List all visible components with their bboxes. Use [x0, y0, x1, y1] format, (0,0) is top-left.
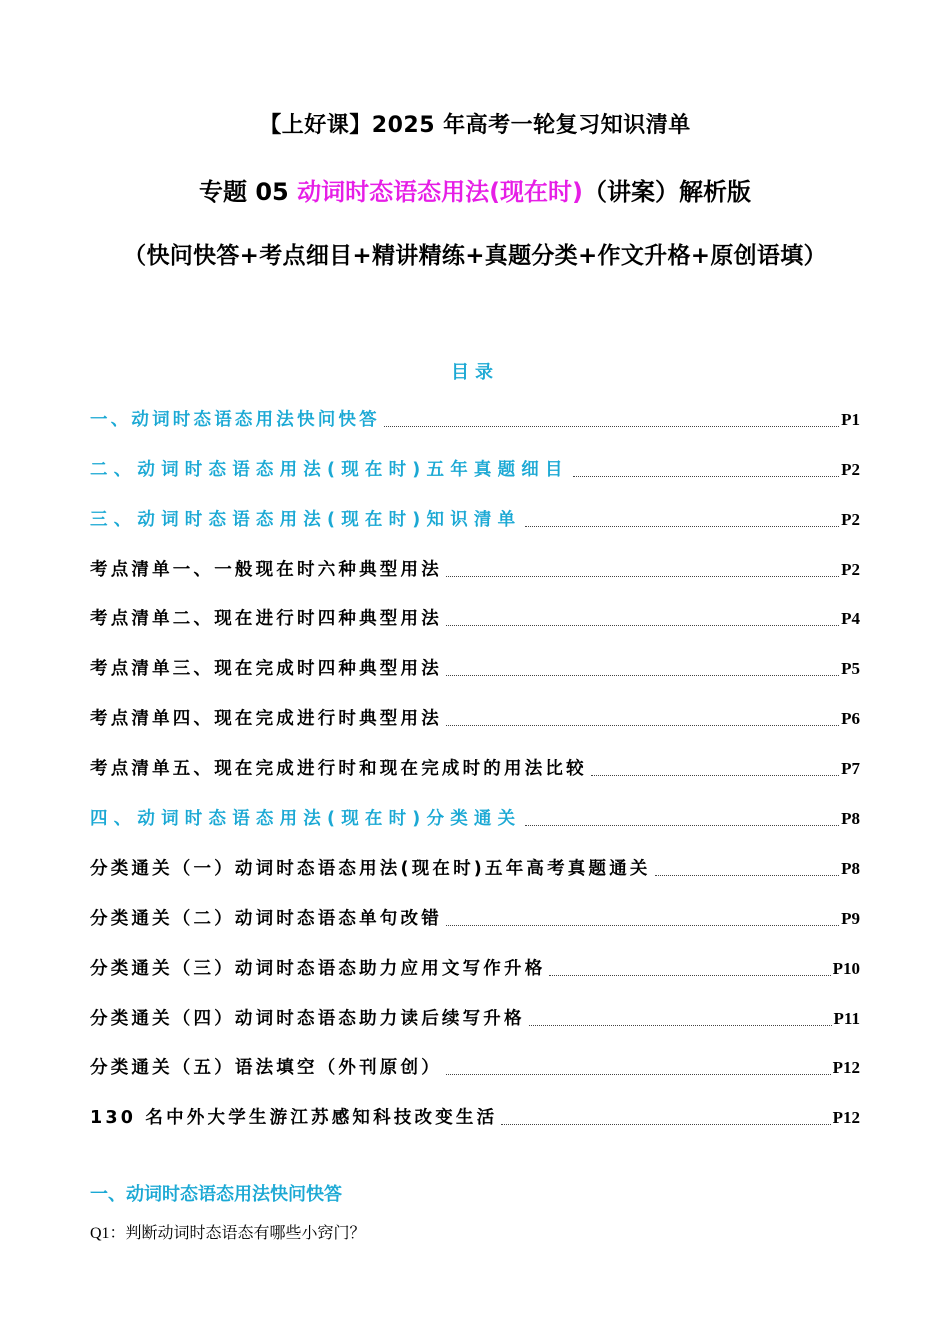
toc-entry-label: 考点清单三、现在完成时四种典型用法: [90, 659, 442, 680]
toc-entry[interactable]: [90, 554, 860, 604]
toc-dot-leader: [446, 624, 839, 626]
toc-dot-leader: [549, 974, 830, 976]
toc-dot-leader: [384, 425, 839, 427]
document-title-line3: （快问快答+考点细目+精讲精练+真题分类+作文升格+原创语填）: [123, 243, 827, 269]
toc-entry-label: 一、动词时态语态用法快问快答: [90, 409, 380, 430]
toc-entry[interactable]: [90, 903, 860, 953]
toc-entry-label: 考点清单五、现在完成进行时和现在完成时的用法比较: [90, 759, 587, 780]
toc-entry-label: 130 名中外大学生游江苏感知科技改变生活: [90, 1108, 498, 1129]
toc-entry-page: P4: [841, 609, 860, 629]
toc-dot-leader: [525, 525, 839, 527]
question-text: Q1：判断动词时态语态有哪些小窍门？: [90, 1225, 366, 1242]
toc-entry-page: P12: [832, 1108, 860, 1128]
toc-dot-leader: [446, 1073, 831, 1075]
toc-entry[interactable]: [90, 753, 860, 803]
toc-entry[interactable]: [90, 1003, 860, 1053]
toc-entry[interactable]: [90, 1053, 860, 1103]
toc-dot-leader: [446, 575, 839, 577]
document-title-line2: [0, 172, 950, 207]
toc-dot-leader: [591, 774, 839, 776]
title-suffix: （讲案）解析版: [583, 178, 752, 206]
toc-entry-label: 分类通关（五）语法填空（外刊原创）: [90, 1058, 442, 1079]
toc-entry-page: P7: [841, 759, 860, 779]
toc-dot-leader: [525, 824, 839, 826]
toc-entry-label: 分类通关（三）动词时态语态助力应用文写作升格: [90, 958, 546, 979]
toc-entry[interactable]: [90, 404, 860, 454]
toc-entry-page: P2: [841, 559, 860, 579]
table-of-contents: [90, 404, 860, 1152]
document-title-line1: 【上好课】2025 年高考一轮复习知识清单: [259, 113, 691, 138]
toc-heading: 目录: [451, 362, 499, 383]
toc-entry[interactable]: [90, 953, 860, 1003]
toc-dot-leader: [573, 475, 839, 477]
title-highlight: 动词时态语态用法(现在时): [297, 178, 584, 206]
toc-entry[interactable]: [90, 803, 860, 853]
toc-entry-page: P12: [832, 1058, 860, 1078]
toc-entry[interactable]: [90, 853, 860, 903]
toc-entry-label: 三、动词时态语态用法(现在时)知识清单: [90, 509, 522, 530]
toc-dot-leader: [501, 1123, 830, 1125]
toc-dot-leader: [446, 674, 839, 676]
toc-dot-leader: [529, 1024, 832, 1026]
toc-entry[interactable]: [90, 504, 860, 554]
toc-entry-label: 分类通关（一）动词时态语态用法(现在时)五年高考真题通关: [90, 858, 651, 879]
toc-dot-leader: [446, 924, 839, 926]
toc-entry-page: P6: [841, 709, 860, 729]
toc-entry-label: 考点清单四、现在完成进行时典型用法: [90, 709, 442, 730]
toc-entry-page: P2: [841, 509, 860, 529]
toc-entry-page: P9: [841, 908, 860, 928]
toc-entry-page: P11: [833, 1008, 860, 1028]
section-heading: 一、动词时态语态用法快问快答: [90, 1184, 342, 1205]
toc-entry-label: 四、动词时态语态用法(现在时)分类通关: [90, 809, 522, 830]
toc-entry-page: P8: [841, 809, 860, 829]
toc-dot-leader: [446, 724, 839, 726]
toc-dot-leader: [655, 874, 840, 876]
toc-entry-page: P8: [841, 858, 860, 878]
toc-entry[interactable]: [90, 653, 860, 703]
toc-entry[interactable]: [90, 454, 860, 504]
toc-entry-label: 分类通关（四）动词时态语态助力读后续写升格: [90, 1008, 525, 1029]
toc-entry-page: P5: [841, 659, 860, 679]
toc-entry[interactable]: [90, 1102, 860, 1152]
toc-entry[interactable]: [90, 604, 860, 654]
toc-entry-page: P10: [832, 958, 860, 978]
toc-entry[interactable]: [90, 703, 860, 753]
toc-entry-page: P1: [841, 409, 860, 429]
toc-entry-page: P2: [841, 459, 860, 479]
title-prefix: 专题 05: [198, 178, 298, 206]
toc-entry-label: 二、动词时态语态用法(现在时)五年真题细目: [90, 459, 569, 480]
toc-entry-label: 考点清单二、现在进行时四种典型用法: [90, 609, 442, 630]
toc-entry-label: 考点清单一、一般现在时六种典型用法: [90, 559, 442, 580]
toc-entry-label: 分类通关（二）动词时态语态单句改错: [90, 908, 442, 929]
